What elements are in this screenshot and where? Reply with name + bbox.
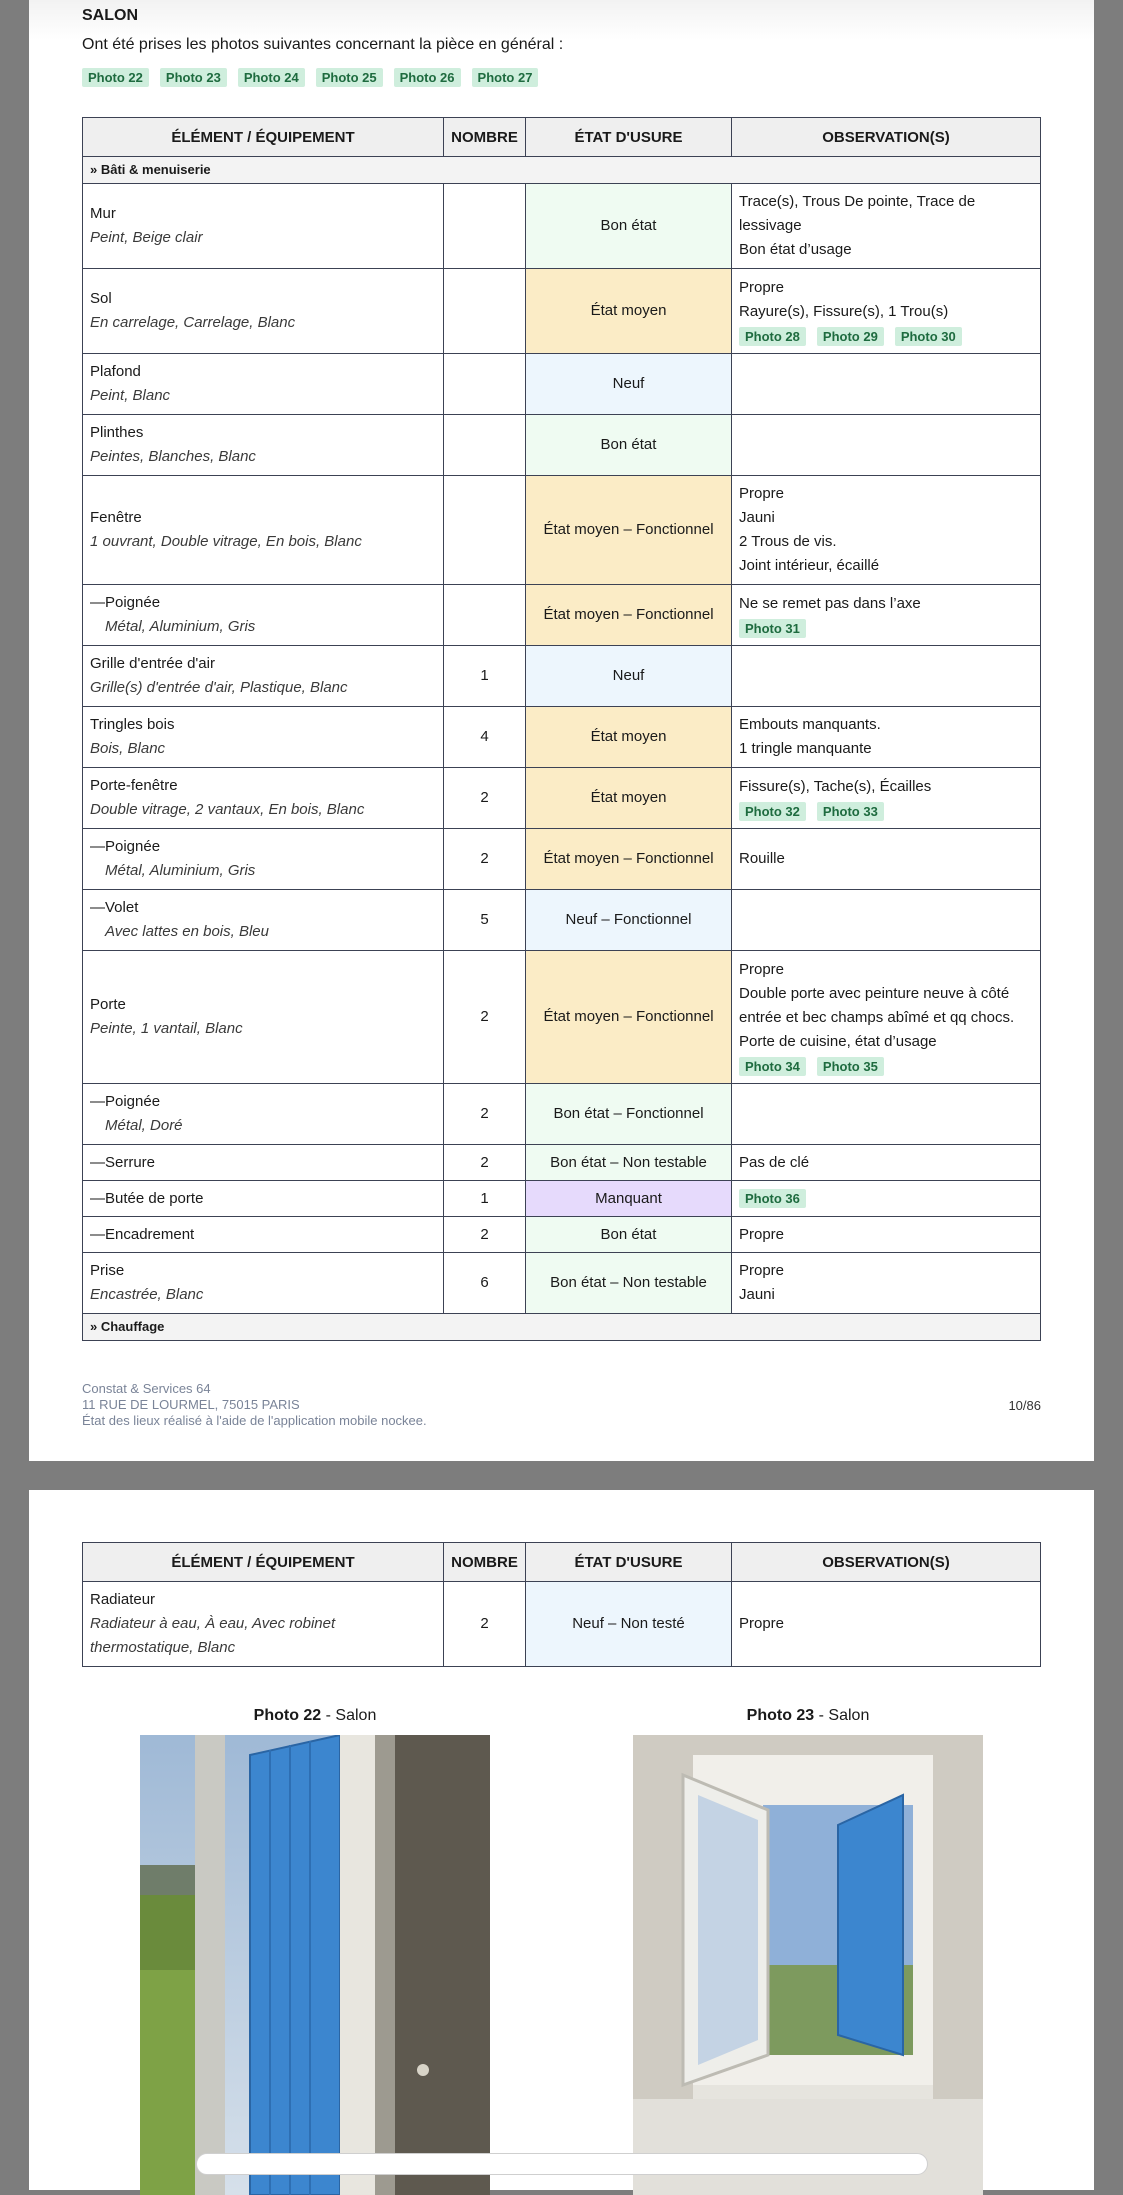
count-cell: 2 [444,1217,526,1253]
observation-line: Rouille [739,850,785,867]
observation-photo-tags [739,327,1033,346]
count-cell: 2 [444,1582,526,1667]
observation-line: Jauni [739,1286,775,1303]
observation-cell [732,1145,1041,1181]
element-name: Plafond [90,363,141,380]
table-row [83,1217,1041,1253]
inventory-table [82,117,1041,1341]
element-name: Plinthes [90,424,144,441]
element-name: Fenêtre [90,509,142,526]
state-cell: Bon état [526,415,732,476]
header-state: ÉTAT D'USURE [526,1543,732,1582]
element-name: —Serrure [90,1153,156,1171]
element-desc: Peint, Blanc [90,387,171,404]
element-cell [83,1181,444,1217]
photo-tag[interactable]: Photo 23 [160,68,227,87]
element-desc: Peintes, Blanches, Blanc [90,448,256,465]
element-desc: 1 ouvrant, Double vitrage, En bois, Blanc [90,533,362,550]
element-name: Prise [90,1262,125,1279]
element-name: —Poignée [90,838,161,855]
photo-tag[interactable]: Photo 36 [739,1189,806,1208]
observation-line: 2 Trous de vis. [739,533,837,550]
observation-line: Joint intérieur, écaillé [739,557,880,574]
element-desc: Peint, Beige clair [90,229,203,246]
table-row [83,646,1041,707]
table-header-row [83,1543,1041,1582]
element-desc: Double vitrage, 2 vantaux, En bois, Blanc [90,801,365,818]
element-name: Mur [90,205,116,222]
photo-caption [140,1707,490,1725]
element-cell [83,585,444,646]
count-cell: 2 [444,768,526,829]
table-row [83,415,1041,476]
count-cell: 6 [444,1253,526,1314]
element-cell [83,646,444,707]
photo-tag[interactable]: Photo 26 [394,68,461,87]
observation-cell [732,415,1041,476]
observation-cell [732,1217,1041,1253]
state-cell: Bon état – Non testable [526,1253,732,1314]
element-desc: Bois, Blanc [90,740,166,757]
photo-tag[interactable]: Photo 27 [472,68,539,87]
element-cell [83,415,444,476]
table-header-row [83,118,1041,157]
observation-cell [732,585,1041,646]
state-cell: État moyen [526,768,732,829]
element-name: —Encadrement [90,1225,195,1243]
observation-cell [732,354,1041,415]
section-title: » Chauffage [83,1314,1041,1341]
photo-tag[interactable]: Photo 33 [817,802,884,821]
state-cell: État moyen – Fonctionnel [526,951,732,1084]
count-cell: 2 [444,1145,526,1181]
table-row [83,1084,1041,1145]
element-desc: Métal, Aluminium, Gris [105,862,256,879]
observation-cell [732,707,1041,768]
state-cell: Neuf – Fonctionnel [526,890,732,951]
observation-line: Jauni [739,509,775,526]
state-cell: Bon état – Non testable [526,1145,732,1181]
photo-22-image[interactable] [140,1735,490,2195]
table-row [83,890,1041,951]
photo-tag[interactable]: Photo 30 [895,327,962,346]
observation-line: Propre [739,279,785,296]
count-cell [444,184,526,269]
observation-cell [732,184,1041,269]
observation-photo-tags [739,619,1033,638]
observation-cell [732,890,1041,951]
observation-cell [732,951,1041,1084]
photo-tag[interactable]: Photo 29 [817,327,884,346]
photo-tag[interactable]: Photo 34 [739,1057,806,1076]
element-name: —Poignée [90,594,161,611]
observation-line: Propre [739,1225,785,1243]
photo-room: - Salon [814,1707,870,1724]
count-cell [444,476,526,585]
header-state: ÉTAT D'USURE [526,118,732,157]
observation-line: Propre [739,485,785,502]
element-desc: En carrelage, Carrelage, Blanc [90,314,296,331]
observation-photo-tags [739,802,1033,821]
element-cell [83,184,444,269]
photo-23-image[interactable] [633,1735,983,2195]
observation-line: Propre [739,961,785,978]
element-desc: Métal, Doré [105,1117,183,1134]
page-number: 10/86 [1008,1398,1041,1413]
observation-line: Double porte avec peinture neuve à côté entrée et bec champs abîmé et qq chocs. [739,985,1015,1026]
photo-label: Photo 23 [746,1707,815,1724]
observation-line: Trace(s), Trous De pointe, Trace de lessivage [739,193,976,234]
observation-cell [732,1253,1041,1314]
observation-cell [732,1084,1041,1145]
observation-line: Embouts manquants. [739,716,881,733]
state-cell: État moyen – Fonctionnel [526,829,732,890]
header-observations: OBSERVATION(S) [732,1543,1041,1582]
element-cell [83,951,444,1084]
page-footer [82,1381,427,1429]
header-element: ÉLÉMENT / ÉQUIPEMENT [83,1543,444,1582]
general-photo-tags [82,68,538,87]
state-cell: État moyen – Fonctionnel [526,585,732,646]
element-name: Radiateur [90,1591,156,1608]
photo-tag[interactable]: Photo 22 [82,68,149,87]
element-name: —Butée de porte [90,1189,204,1207]
element-name: Sol [90,290,112,307]
shutter-door-illustration [140,1735,490,2195]
footer-company: Constat & Services 64 [82,1381,211,1396]
count-cell [444,354,526,415]
element-desc: Avec lattes en bois, Bleu [105,923,269,940]
photo-23-block [633,1707,983,2195]
state-cell: Neuf – Non testé [526,1582,732,1667]
element-name: Porte-fenêtre [90,777,178,794]
section-title: » Bâti & menuiserie [83,157,1041,184]
table-row [83,354,1041,415]
element-desc: Métal, Aluminium, Gris [105,618,256,635]
table-row [83,768,1041,829]
element-name: Grille d'entrée d'air [90,655,215,672]
observation-line: Porte de cuisine, état d’usage [739,1033,937,1050]
element-desc: Encastrée, Blanc [90,1286,204,1303]
table-row [83,1145,1041,1181]
count-cell: 1 [444,1181,526,1217]
state-cell: État moyen [526,269,732,354]
state-cell: Neuf [526,646,732,707]
state-cell: Bon état [526,1217,732,1253]
table-row [83,476,1041,585]
observation-cell [732,768,1041,829]
table-row [83,184,1041,269]
state-cell: Neuf [526,354,732,415]
count-cell: 5 [444,890,526,951]
photo-caption [633,1707,983,1725]
element-cell [83,1145,444,1181]
observation-cell [732,269,1041,354]
count-cell [444,415,526,476]
element-cell [83,1217,444,1253]
state-cell: État moyen – Fonctionnel [526,476,732,585]
header-element: ÉLÉMENT / ÉQUIPEMENT [83,118,444,157]
element-desc: Grille(s) d'entrée d'air, Plastique, Blanc [90,679,348,696]
observation-cell [732,1181,1041,1217]
photo-tag[interactable]: Photo 25 [316,68,383,87]
table-row [83,269,1041,354]
photo-tag[interactable]: Photo 24 [238,68,305,87]
observation-line: Propre [739,1262,785,1279]
element-cell [83,890,444,951]
footer-address: 11 RUE DE LOURMEL, 75015 PARIS [82,1397,300,1412]
observation-line: Ne se remet pas dans l’axe [739,595,921,612]
state-cell: Manquant [526,1181,732,1217]
header-count: NOMBRE [444,1543,526,1582]
count-cell: 1 [444,646,526,707]
count-cell [444,585,526,646]
element-cell [83,354,444,415]
count-cell: 4 [444,707,526,768]
footer-note: État des lieux réalisé à l'aide de l'application mobile nockee. [82,1413,427,1428]
observation-cell: Propre [732,1582,1041,1667]
photo-label: Photo 22 [253,1707,322,1724]
header-observations: OBSERVATION(S) [732,118,1041,157]
count-cell: 2 [444,951,526,1084]
table-row [83,1582,1041,1667]
inventory-table [82,1542,1041,1667]
element-cell [83,768,444,829]
element-desc: Peinte, 1 vantail, Blanc [90,1020,243,1037]
element-cell [83,1084,444,1145]
photo-tag[interactable]: Photo 32 [739,802,806,821]
element-cell [83,707,444,768]
element-name: Porte [90,996,126,1013]
table-row [83,829,1041,890]
table-row [83,585,1041,646]
photo-tag[interactable]: Photo 31 [739,619,806,638]
observation-line: Bon état d’usage [739,241,852,258]
observation-line: Rayure(s), Fissure(s), 1 Trou(s) [739,303,949,320]
observation-cell [732,476,1041,585]
state-cell: Bon état – Fonctionnel [526,1084,732,1145]
element-name: —Poignée [90,1093,161,1110]
room-title: SALON [82,7,138,24]
observation-photo-tags [739,1057,1033,1076]
element-name: —Volet [90,899,139,916]
state-cell: État moyen [526,707,732,768]
observation-line: Pas de clé [739,1153,810,1171]
observation-line: Fissure(s), Tache(s), Écailles [739,778,932,795]
element-cell [83,1582,444,1667]
element-desc: Radiateur à eau, À eau, Avec robinet thermostatique, Blanc [90,1615,336,1656]
bottom-scroll-indicator[interactable] [196,2153,928,2175]
observation-cell [732,829,1041,890]
element-name: Tringles bois [90,716,175,733]
element-cell [83,829,444,890]
photo-tag[interactable]: Photo 35 [817,1057,884,1076]
element-cell [83,1253,444,1314]
header-count: NOMBRE [444,118,526,157]
table-row [83,951,1041,1084]
count-cell: 2 [444,1084,526,1145]
room-intro: Ont été prises les photos suivantes concernant la pièce en général : [82,36,564,53]
photo-room: - Salon [321,1707,377,1724]
element-cell [83,476,444,585]
state-cell: Bon état [526,184,732,269]
table-row [83,1181,1041,1217]
section-row [83,157,1041,184]
observation-line: 1 tringle manquante [739,740,872,757]
window-illustration [633,1735,983,2195]
observation-cell [732,646,1041,707]
count-cell: 2 [444,829,526,890]
table-row [83,1253,1041,1314]
photo-tag[interactable]: Photo 28 [739,327,806,346]
section-row [83,1314,1041,1341]
count-cell [444,269,526,354]
photo-22-block [140,1707,490,2195]
report-page-10 [29,0,1094,1461]
table-row [83,707,1041,768]
element-cell [83,269,444,354]
